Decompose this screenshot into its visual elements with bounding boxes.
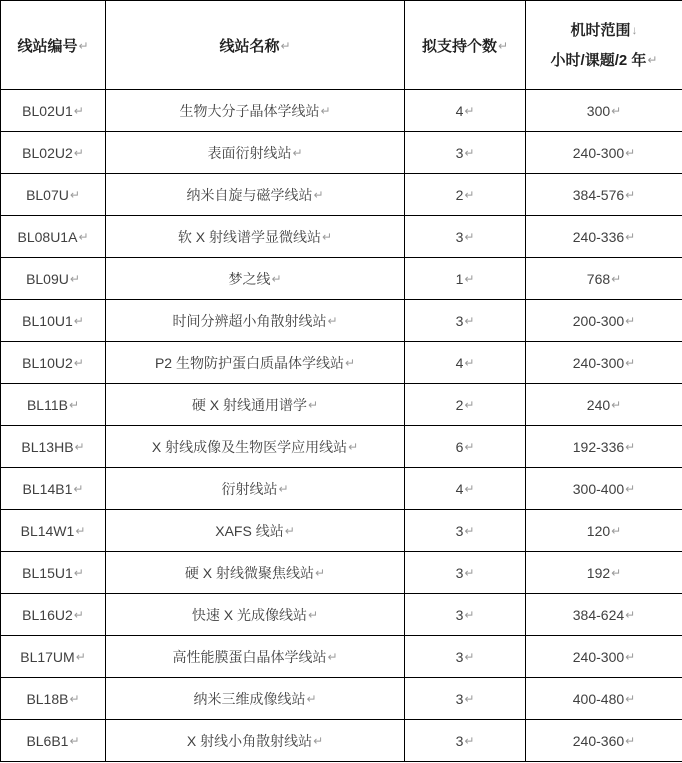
- cell-return-mark-icon: ↵: [320, 103, 331, 118]
- cell-return-mark-icon: ↵: [78, 229, 89, 244]
- support-count-cell: [405, 90, 526, 132]
- line-break-mark-icon: ↓: [631, 22, 638, 37]
- station-id-cell: [1, 258, 106, 300]
- station-name: X 射线成像及生物医学应用线站: [151, 438, 348, 455]
- support-count-cell: [405, 678, 526, 720]
- cell-return-mark-icon: ↵: [271, 271, 282, 286]
- cell-return-mark-icon: ↵: [68, 397, 80, 412]
- support-count-cell: [405, 132, 526, 174]
- station-id-cell: [1, 552, 106, 594]
- station-name: 衍射线站: [221, 480, 278, 497]
- support-count-cell: [405, 174, 526, 216]
- hours-range-cell: [526, 384, 682, 426]
- hours-range-cell: [526, 636, 682, 678]
- hours-range: 384-576: [572, 186, 625, 203]
- hours-range: 192-336: [572, 438, 625, 455]
- station-name-cell: [106, 636, 405, 678]
- table-row: [1, 678, 682, 720]
- cell-return-mark-icon: ↵: [73, 355, 84, 370]
- table-row: [1, 510, 682, 552]
- station-id-cell: [1, 300, 106, 342]
- header-hours-range-label: 机时范围↓: [570, 21, 638, 39]
- hours-range-cell: [526, 300, 682, 342]
- table-row: [1, 426, 682, 468]
- cell-return-mark-icon: ↵: [308, 397, 319, 412]
- hours-range: 240-336: [572, 228, 625, 245]
- support-count-cell: [405, 636, 526, 678]
- table-row: [1, 342, 682, 384]
- cell-return-mark-icon: ↵: [464, 229, 475, 244]
- cell-return-mark-icon: ↵: [75, 649, 86, 664]
- cell-return-mark-icon: ↵: [73, 145, 84, 160]
- support-count: 3: [455, 732, 464, 749]
- station-id: BL02U1: [22, 102, 73, 119]
- support-count-cell: [405, 300, 526, 342]
- station-name-cell: [106, 384, 405, 426]
- station-id: BL16U2: [22, 606, 73, 623]
- station-name-cell: [106, 468, 405, 510]
- station-id-cell: [1, 174, 106, 216]
- station-name: 表面衍射线站: [207, 144, 292, 161]
- hours-range-cell: [526, 132, 682, 174]
- table-row: [1, 90, 682, 132]
- station-name: 硬 X 射线通用谱学: [191, 396, 308, 413]
- hours-range: 240-300: [572, 144, 625, 161]
- cell-return-mark-icon: ↵: [625, 607, 636, 622]
- cell-return-mark-icon: ↵: [313, 187, 324, 202]
- cell-return-mark-icon: ↵: [611, 523, 622, 538]
- hours-range-cell: [526, 426, 682, 468]
- station-name: 纳米三维成像线站: [193, 690, 306, 707]
- station-id: BL17UM: [20, 648, 75, 665]
- cell-return-mark-icon: ↵: [464, 271, 475, 286]
- support-count: 3: [455, 606, 464, 623]
- table-row: [1, 132, 682, 174]
- station-id-cell: [1, 90, 106, 132]
- station-name: 快速 X 光成像线站: [191, 606, 308, 623]
- station-id: BL14W1: [20, 522, 75, 539]
- station-id-cell: [1, 132, 106, 174]
- support-count-cell: [405, 510, 526, 552]
- support-count: 3: [455, 312, 464, 329]
- station-name-cell: [106, 300, 405, 342]
- table-row: [1, 636, 682, 678]
- header-support-count-label: 拟支持个数: [421, 37, 497, 55]
- cell-return-mark-icon: ↵: [284, 523, 295, 538]
- station-id-cell: [1, 510, 106, 552]
- cell-return-mark-icon: ↵: [464, 313, 475, 328]
- cell-return-mark-icon: ↵: [327, 649, 338, 664]
- support-count-cell: [405, 258, 526, 300]
- cell-return-mark-icon: ↵: [464, 691, 475, 706]
- support-count: 3: [455, 228, 464, 245]
- station-id: BL14B1: [22, 480, 73, 497]
- cell-return-mark-icon: ↵: [69, 691, 80, 706]
- table-row: [1, 300, 682, 342]
- support-count: 2: [455, 396, 464, 413]
- support-count: 4: [455, 102, 464, 119]
- cell-return-mark-icon: ↵: [497, 38, 509, 53]
- station-name-cell: [106, 132, 405, 174]
- hours-range: 300: [586, 102, 611, 119]
- table-header-row: [1, 1, 682, 90]
- cell-return-mark-icon: ↵: [308, 607, 319, 622]
- support-count-cell: [405, 594, 526, 636]
- hours-range-cell: [526, 342, 682, 384]
- cell-return-mark-icon: ↵: [625, 733, 636, 748]
- station-name-cell: [106, 594, 405, 636]
- cell-return-mark-icon: ↵: [464, 145, 475, 160]
- station-id: BL09U: [26, 270, 69, 287]
- station-id: BL07U: [26, 186, 69, 203]
- station-name: X 射线小角散射线站: [186, 732, 313, 749]
- station-id-cell: [1, 636, 106, 678]
- cell-return-mark-icon: ↵: [464, 439, 475, 454]
- station-name: 生物大分子晶体学线站: [179, 102, 320, 119]
- support-count-cell: [405, 552, 526, 594]
- support-count: 3: [455, 564, 464, 581]
- station-id: BL13HB: [21, 438, 74, 455]
- station-id-cell: [1, 678, 106, 720]
- support-count: 3: [455, 690, 464, 707]
- hours-range: 400-480: [572, 690, 625, 707]
- cell-return-mark-icon: ↵: [75, 523, 86, 538]
- header-support-count: [405, 1, 526, 90]
- cell-return-mark-icon: ↵: [69, 187, 80, 202]
- station-name: P2 生物防护蛋白质晶体学线站: [154, 354, 344, 371]
- table-row: [1, 216, 682, 258]
- station-id-cell: [1, 594, 106, 636]
- hours-range-cell: [526, 594, 682, 636]
- support-count: 3: [455, 522, 464, 539]
- hours-range: 200-300: [572, 312, 625, 329]
- cell-return-mark-icon: ↵: [278, 481, 289, 496]
- header-hours-range: [526, 1, 682, 90]
- hours-range: 240: [586, 396, 611, 413]
- cell-return-mark-icon: ↵: [464, 733, 475, 748]
- header-station-id-label: 线站编号: [17, 37, 78, 55]
- station-name-cell: [106, 552, 405, 594]
- support-count-cell: [405, 468, 526, 510]
- cell-return-mark-icon: ↵: [625, 313, 636, 328]
- station-name: 硬 X 射线微聚焦线站: [184, 564, 315, 581]
- cell-return-mark-icon: ↵: [69, 733, 80, 748]
- station-name: 纳米自旋与磁学线站: [186, 186, 313, 203]
- station-name: 时间分辨超小角散射线站: [172, 312, 327, 329]
- station-id-cell: [1, 384, 106, 426]
- table-body: [1, 90, 682, 762]
- table-row: [1, 384, 682, 426]
- cell-return-mark-icon: ↵: [625, 649, 636, 664]
- cell-return-mark-icon: ↵: [344, 355, 356, 370]
- cell-return-mark-icon: ↵: [78, 38, 89, 53]
- cell-return-mark-icon: ↵: [625, 481, 636, 496]
- station-name: XAFS 线站: [215, 522, 284, 539]
- cell-return-mark-icon: ↵: [327, 313, 338, 328]
- station-id-cell: [1, 342, 106, 384]
- table-row: [1, 174, 682, 216]
- station-id-cell: [1, 720, 106, 762]
- support-count: 4: [455, 354, 464, 371]
- station-id-cell: [1, 426, 106, 468]
- support-count: 6: [455, 438, 464, 455]
- hours-range-cell: [526, 174, 682, 216]
- cell-return-mark-icon: ↵: [464, 523, 475, 538]
- station-name-cell: [106, 678, 405, 720]
- cell-return-mark-icon: ↵: [73, 481, 84, 496]
- station-id: BL15U1: [22, 564, 73, 581]
- station-name-cell: [106, 510, 405, 552]
- hours-range: 384-624: [572, 606, 625, 623]
- cell-return-mark-icon: ↵: [611, 397, 622, 412]
- cell-return-mark-icon: ↵: [322, 229, 333, 244]
- hours-range-cell: [526, 90, 682, 132]
- header-hours-range-unit: 小时/课题/2 年↵: [550, 51, 658, 69]
- table-row: [1, 468, 682, 510]
- cell-return-mark-icon: ↵: [625, 439, 636, 454]
- support-count: 3: [455, 648, 464, 665]
- station-name: 软 X 射线谱学显微线站: [177, 228, 322, 245]
- cell-return-mark-icon: ↵: [73, 103, 84, 118]
- station-id: BL10U2: [22, 354, 73, 371]
- support-count: 4: [455, 480, 464, 497]
- cell-return-mark-icon: ↵: [464, 397, 475, 412]
- cell-return-mark-icon: ↵: [464, 607, 475, 622]
- hours-range-cell: [526, 552, 682, 594]
- cell-return-mark-icon: ↵: [464, 355, 475, 370]
- cell-return-mark-icon: ↵: [74, 439, 85, 454]
- station-name-cell: [106, 720, 405, 762]
- cell-return-mark-icon: ↵: [647, 52, 658, 67]
- table-row: [1, 720, 682, 762]
- table-row: [1, 552, 682, 594]
- header-station-name: [106, 1, 405, 90]
- cell-return-mark-icon: ↵: [625, 145, 636, 160]
- station-name-cell: [106, 216, 405, 258]
- hours-range: 192: [586, 564, 611, 581]
- support-count: 1: [455, 270, 464, 287]
- cell-return-mark-icon: ↵: [73, 607, 84, 622]
- hours-range: 300-400: [572, 480, 625, 497]
- header-station-name-label: 线站名称: [219, 37, 280, 55]
- station-id: BL11B: [26, 396, 68, 413]
- station-name-cell: [106, 90, 405, 132]
- hours-range: 768: [586, 270, 611, 287]
- station-id-cell: [1, 216, 106, 258]
- cell-return-mark-icon: ↵: [306, 691, 317, 706]
- hours-range-cell: [526, 216, 682, 258]
- station-name-cell: [106, 174, 405, 216]
- support-count-cell: [405, 216, 526, 258]
- support-count-cell: [405, 720, 526, 762]
- cell-return-mark-icon: ↵: [313, 733, 324, 748]
- station-id: BL02U2: [22, 144, 73, 161]
- hours-range: 240-300: [572, 354, 625, 371]
- support-count-cell: [405, 384, 526, 426]
- cell-return-mark-icon: ↵: [625, 229, 636, 244]
- hours-range-cell: [526, 510, 682, 552]
- cell-return-mark-icon: ↵: [348, 439, 359, 454]
- hours-range-cell: [526, 720, 682, 762]
- cell-return-mark-icon: ↵: [464, 481, 475, 496]
- support-count-cell: [405, 342, 526, 384]
- cell-return-mark-icon: ↵: [69, 271, 80, 286]
- cell-return-mark-icon: ↵: [315, 565, 326, 580]
- station-id: BL08U1A: [17, 228, 78, 245]
- table-row: [1, 258, 682, 300]
- station-id: BL18B: [26, 690, 69, 707]
- station-name-cell: [106, 426, 405, 468]
- cell-return-mark-icon: ↵: [280, 38, 291, 53]
- cell-return-mark-icon: ↵: [464, 103, 475, 118]
- hours-range: 240-300: [572, 648, 625, 665]
- cell-return-mark-icon: ↵: [625, 691, 636, 706]
- cell-return-mark-icon: ↵: [611, 103, 622, 118]
- cell-return-mark-icon: ↵: [73, 565, 84, 580]
- cell-return-mark-icon: ↵: [625, 355, 636, 370]
- support-count: 3: [455, 144, 464, 161]
- support-count: 2: [455, 186, 464, 203]
- station-name: 梦之线: [228, 270, 271, 287]
- cell-return-mark-icon: ↵: [611, 271, 622, 286]
- cell-return-mark-icon: ↵: [464, 187, 475, 202]
- station-id: BL6B1: [26, 732, 69, 749]
- cell-return-mark-icon: ↵: [292, 145, 303, 160]
- cell-return-mark-icon: ↵: [611, 565, 622, 580]
- support-count-cell: [405, 426, 526, 468]
- station-name-cell: [106, 342, 405, 384]
- station-id-cell: [1, 468, 106, 510]
- cell-return-mark-icon: ↵: [464, 649, 475, 664]
- hours-range-cell: [526, 678, 682, 720]
- hours-range: 120: [586, 522, 611, 539]
- cell-return-mark-icon: ↵: [464, 565, 475, 580]
- station-id: BL10U1: [22, 312, 73, 329]
- hours-range-cell: [526, 258, 682, 300]
- table-row: [1, 594, 682, 636]
- header-station-id: [1, 1, 106, 90]
- cell-return-mark-icon: ↵: [73, 313, 84, 328]
- cell-return-mark-icon: ↵: [625, 187, 636, 202]
- hours-range: 240-360: [572, 732, 625, 749]
- hours-range-cell: [526, 468, 682, 510]
- station-name-cell: [106, 258, 405, 300]
- station-name: 高性能膜蛋白晶体学线站: [172, 648, 327, 665]
